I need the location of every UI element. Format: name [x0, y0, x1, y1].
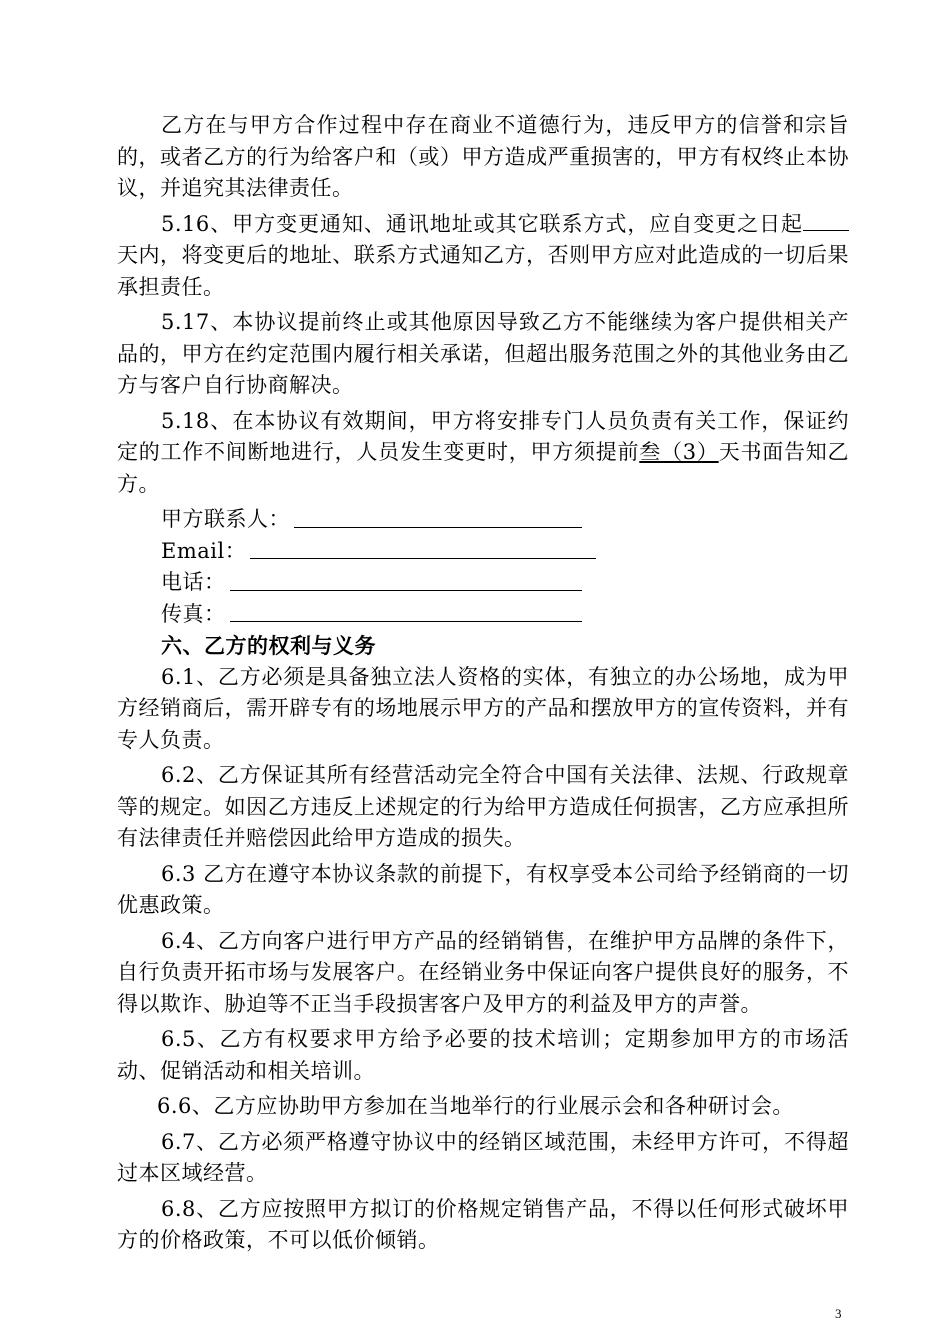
fax-label: 传真： [161, 601, 226, 626]
email-label: Email： [161, 538, 247, 563]
page-content [117, 110, 849, 1257]
paragraph-5-16-text-b: 天内，将变更后的地址、联系方式通知乙方，否则甲方应对此造成的一切后果承担责任。 [117, 243, 849, 299]
fax-blank [230, 621, 582, 622]
notice-days-underlined: 叁（3） [639, 440, 719, 464]
paragraph-5-16 [117, 209, 849, 304]
contact-person-label: 甲方联系人： [161, 507, 290, 531]
paragraph-5-18-text-a: 5.18、在本协议有效期间，甲方将安排专门人员负责有关工作，保证约定的工作不间断地进行，人员发生变更时，甲方须提前 [117, 408, 849, 464]
email-line [117, 536, 849, 568]
paragraph-6-8: 6.8、乙方应按照甲方拟订的价格规定销售产品，不得以任何形式破坏甲方的价格政策，不可以低价倾销。 [117, 1196, 849, 1252]
email-blank [250, 558, 596, 559]
blank-days-field [803, 212, 849, 231]
paragraph-5-18-text-b: 天书面告知乙方。 [117, 440, 849, 496]
paragraph-5-18 [117, 406, 849, 501]
page-number: 3 [835, 1306, 842, 1321]
paragraph-5-17: 5.17、本协议提前终止或其他原因导致乙方不能继续为客户提供相关产品的，甲方在约定范围内履行相关承诺，但超出服务范围之外的其他业务由乙方与客户自行协商解决。 [117, 310, 849, 397]
paragraph-6-2: 6.2、乙方保证其所有经营活动完全符合中国有关法律、法规、行政规章等的规定。如因乙方违反上述规定的行为给甲方造成任何损害，乙方应承担所有法律责任并赔偿因此给甲方造成的损失。 [117, 763, 849, 850]
paragraph-5-16-text-a: 5.16、甲方变更通知、通讯地址或其它联系方式，应自变更之日起 [161, 211, 803, 236]
phone-label: 电话： [161, 570, 226, 594]
section-6-heading: 六、乙方的权利与义务 [161, 633, 376, 658]
paragraph-6-4: 6.4、乙方向客户进行甲方产品的经销销售，在维护甲方品牌的条件下，自行负责开拓市场与发展客户。在经销业务中保证向客户提供良好的服务，不得以欺诈、胁迫等不正当手段损害客户及甲方的利益及甲方的声誉。 [117, 928, 849, 1016]
fax-line [117, 599, 849, 631]
contact-person-line [117, 504, 849, 536]
paragraph-intro: 乙方在与甲方合作过程中存在商业不道德行为，违反甲方的信誉和宗旨的，或者乙方的行为给客户和（或）甲方造成严重损害的，甲方有权终止本协议，并追究其法律责任。 [117, 113, 849, 200]
phone-blank [230, 590, 582, 591]
paragraph-6-1: 6.1、乙方必须是具备独立法人资格的实体，有独立的办公场地，成为甲方经销商后，需开辟专有的场地展示甲方的产品和摆放甲方的宣传资料，并有专人负责。 [117, 664, 849, 752]
paragraph-6-3: 6.3 乙方在遵守本协议条款的前提下，有权享受本公司给予经销商的一切优惠政策。 [117, 861, 849, 917]
contact-person-blank [294, 527, 582, 528]
paragraph-6-6: 6.6、乙方应协助甲方参加在当地举行的行业展示会和各种研讨会。 [157, 1094, 794, 1118]
paragraph-6-5: 6.5、乙方有权要求甲方给予必要的技术培训；定期参加甲方的市场活动、促销活动和相关培训。 [117, 1027, 849, 1083]
phone-line [117, 567, 849, 599]
paragraph-6-7: 6.7、乙方必须严格遵守协议中的经销区域范围，未经甲方许可，不得超过本区域经营。 [117, 1129, 849, 1185]
